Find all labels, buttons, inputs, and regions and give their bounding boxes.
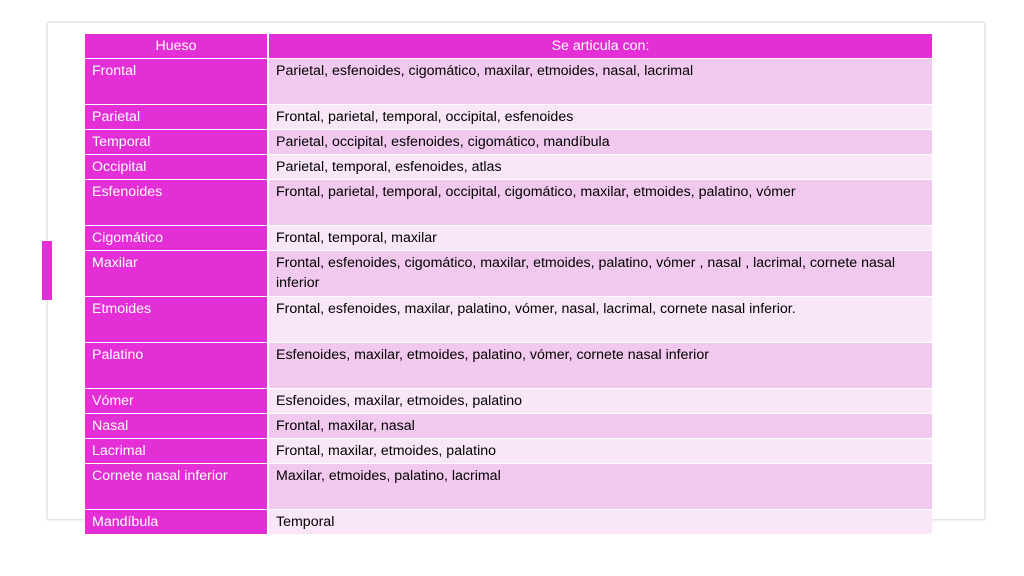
bone-name: Cornete nasal inferior: [85, 464, 268, 510]
bone-name: Cigomático: [85, 226, 268, 251]
articulation-list: Frontal, esfenoides, maxilar, palatino, vómer, nasal, lacrimal, cornete nasal inferior.: [268, 297, 932, 343]
bone-name: Frontal: [85, 59, 268, 105]
articulation-list: Frontal, parietal, temporal, occipital, esfenoides: [268, 105, 932, 130]
bone-articulation-table: [85, 34, 932, 535]
bone-name: Nasal: [85, 414, 268, 439]
table-row: [85, 297, 932, 343]
bone-name: Occipital: [85, 155, 268, 180]
bone-name: Etmoides: [85, 297, 268, 343]
table-header-row: [85, 34, 932, 59]
table-row: [85, 389, 932, 414]
table-row: [85, 155, 932, 180]
bone-name: Vómer: [85, 389, 268, 414]
articulation-list: Esfenoides, maxilar, etmoides, palatino, vómer, cornete nasal inferior: [268, 343, 932, 389]
bone-name: Lacrimal: [85, 439, 268, 464]
bone-name: Maxilar: [85, 251, 268, 297]
bone-name: Mandíbula: [85, 510, 268, 535]
articulation-list: Frontal, parietal, temporal, occipital, cigomático, maxilar, etmoides, palatino, vómer: [268, 180, 932, 226]
articulation-list: Frontal, maxilar, etmoides, palatino: [268, 439, 932, 464]
articulation-list: Maxilar, etmoides, palatino, lacrimal: [268, 464, 932, 510]
table-row: [85, 59, 932, 105]
articulation-list: Frontal, maxilar, nasal: [268, 414, 932, 439]
table-row: [85, 105, 932, 130]
bone-name: Palatino: [85, 343, 268, 389]
bone-name: Parietal: [85, 105, 268, 130]
table-row: [85, 180, 932, 226]
accent-bar: [42, 241, 52, 300]
header-se-articula-con: Se articula con:: [268, 34, 932, 59]
articulation-list: Esfenoides, maxilar, etmoides, palatino: [268, 389, 932, 414]
table-row: [85, 439, 932, 464]
articulation-list: Temporal: [268, 510, 932, 535]
articulation-list: Frontal, temporal, maxilar: [268, 226, 932, 251]
table-row: [85, 510, 932, 535]
articulation-list: Parietal, occipital, esfenoides, cigomático, mandíbula: [268, 130, 932, 155]
articulation-list: Frontal, esfenoides, cigomático, maxilar, etmoides, palatino, vómer , nasal , lacrimal, cornete nasal inferior: [268, 251, 932, 297]
header-hueso: Hueso: [85, 34, 268, 59]
bone-name: Esfenoides: [85, 180, 268, 226]
table-row: [85, 343, 932, 389]
table-row: [85, 251, 932, 297]
articulation-list: Parietal, temporal, esfenoides, atlas: [268, 155, 932, 180]
articulation-list: Parietal, esfenoides, cigomático, maxilar, etmoides, nasal, lacrimal: [268, 59, 932, 105]
table-row: [85, 226, 932, 251]
bone-name: Temporal: [85, 130, 268, 155]
table-row: [85, 414, 932, 439]
table-row: [85, 464, 932, 510]
table-row: [85, 130, 932, 155]
